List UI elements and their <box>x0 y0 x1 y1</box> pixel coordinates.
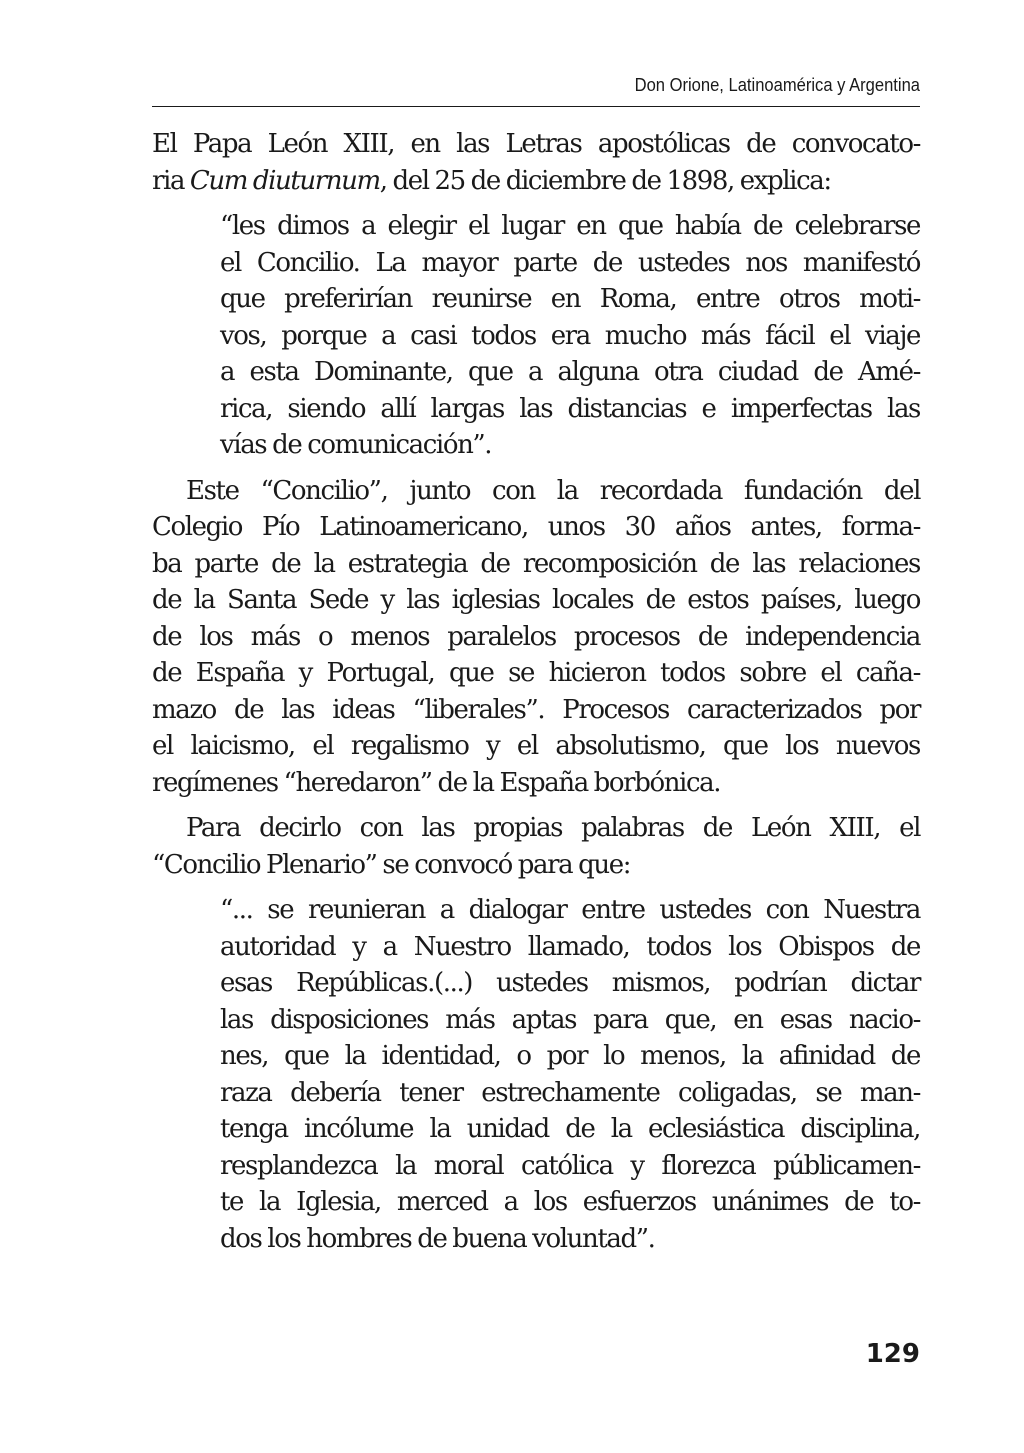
quote-line: vías de comunicación”. <box>220 430 492 460</box>
text-line: “Concilio Plenario” se convocó para que: <box>152 849 631 880</box>
quote-line: tenga incólume la unidad de la eclesiástica disciplina, <box>220 1114 920 1144</box>
quote-line: que preferirían reunirse en Roma, entre otros moti- <box>220 284 920 314</box>
text-line: Este “Concilio”, junto con la recordada fundación del <box>186 475 920 506</box>
text-line: Colegio Pío Latinoamericano, unos 30 años antes, forma- <box>152 512 920 542</box>
text-line: de la Santa Sede y las iglesias locales de estos países, luego <box>152 585 920 615</box>
text-segment: ria <box>152 165 190 196</box>
quote-line: rica, siendo allí largas las distancias e imperfectas las <box>220 393 920 424</box>
italic-title: Cum diuturnum <box>189 165 380 196</box>
block-quote-2 <box>220 892 920 1257</box>
text-line: mazo de las ideas “liberales”. Procesos caracterizados por <box>152 694 920 725</box>
running-header: Don Orione, Latinoamérica y Argentina <box>634 75 920 95</box>
paragraph-intro <box>152 126 920 199</box>
page-number: 129 <box>865 1339 920 1369</box>
quote-line: nes, que la identidad, o por lo menos, la afinidad de <box>220 1041 920 1071</box>
quote-line: te la Iglesia, merced a los esfuerzos unánimes de to- <box>220 1187 920 1217</box>
paragraph-leon <box>152 810 920 883</box>
quote-line: a esta Dominante, que a alguna otra ciudad de Amé- <box>220 357 920 387</box>
body-text <box>152 126 920 1266</box>
quote-line: esas Repúblicas.(...) ustedes mismos, podrían dictar <box>220 968 920 998</box>
quote-line: dos los hombres de buena voluntad”. <box>220 1223 655 1254</box>
quote-line: las disposiciones más aptas para que, en esas nacio- <box>220 1004 920 1035</box>
text-line: regímenes “heredaron” de la España borbónica. <box>152 767 721 798</box>
text-line: de España y Portugal, que se hicieron todos sobre el caña- <box>152 658 920 688</box>
text-line: de los más o menos paralelos procesos de independencia <box>152 621 920 652</box>
quote-line: resplandezca la moral católica y florezca públicamen- <box>220 1150 920 1181</box>
text-line <box>152 163 920 200</box>
block-quote-1 <box>220 208 920 464</box>
paragraph-concilio <box>152 473 920 802</box>
quote-line: “les dimos a elegir el lugar en que había de celebrarse <box>220 211 920 241</box>
quote-line: raza debería tener estrechamente coligadas, se man- <box>220 1077 920 1108</box>
text-line: ba parte de la estrategia de recomposición de las relaciones <box>152 548 920 579</box>
quote-line: vos, porque a casi todos era mucho más fácil el viaje <box>220 320 920 351</box>
quote-line: el Concilio. La mayor parte de ustedes nos manifestó <box>220 247 920 278</box>
quote-line: “... se reunieran a dialogar entre ustedes con Nuestra <box>220 895 920 925</box>
text-segment: , del 25 de diciembre de 1898, explica: <box>379 165 831 196</box>
text-line: El Papa León XIII, en las Letras apostólicas de convocato- <box>152 129 920 159</box>
text-line: el laicismo, el regalismo y el absolutismo, que los nuevos <box>152 731 920 761</box>
header-rule <box>152 106 920 107</box>
text-line: Para decirlo con las propias palabras de León XIII, el <box>186 813 920 843</box>
quote-line: autoridad y a Nuestro llamado, todos los Obispos de <box>220 931 920 962</box>
